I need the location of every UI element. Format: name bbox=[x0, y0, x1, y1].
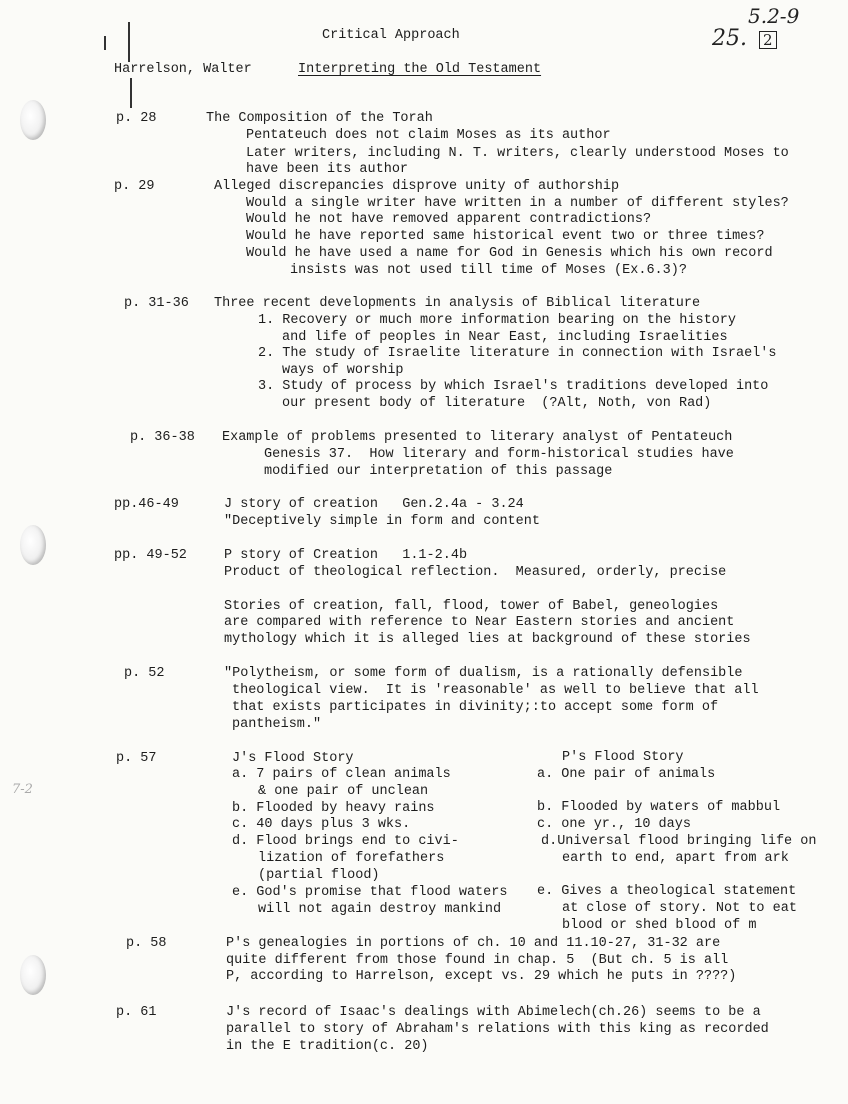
j-flood-line: & one pair of unclean bbox=[258, 784, 429, 799]
note-line: have been its author bbox=[246, 162, 409, 177]
note-line: P's genealogies in portions of ch. 10 and 11.10-27, 31-32 are bbox=[226, 936, 721, 951]
note-line: Stories of creation, fall, flood, tower of Babel, geneologies bbox=[224, 599, 719, 614]
note-line: in the E tradition(c. 20) bbox=[226, 1039, 429, 1054]
note-line: parallel to story of Abraham's relations with this king as recorded bbox=[226, 1022, 769, 1037]
note-line: 2. The study of Israelite literature in connection with Israel's bbox=[258, 346, 777, 361]
note-line: J's record of Isaac's dealings with Abimelech(ch.26) seems to be a bbox=[226, 1005, 761, 1020]
page-ref: p. 28 bbox=[116, 111, 157, 126]
p-flood-line: e. Gives a theological statement bbox=[537, 884, 797, 899]
note-line: theological view. It is 'reasonable' as well to believe that all bbox=[232, 683, 759, 698]
pencil-mark bbox=[130, 78, 132, 108]
j-flood-line: c. 40 days plus 3 wks. bbox=[232, 817, 411, 832]
note-line: ways of worship bbox=[282, 363, 404, 378]
p-flood-line: d.Universal flood bringing life on bbox=[541, 834, 817, 849]
page-ref: p. 29 bbox=[114, 179, 155, 194]
handwritten-boxed-number: 2 bbox=[759, 31, 777, 49]
note-line: that exists participates in divinity;:to accept some form of bbox=[232, 700, 719, 715]
page-ref: pp.46-49 bbox=[114, 497, 179, 512]
note-line: Would he not have removed apparent contradictions? bbox=[246, 212, 652, 227]
note-line: insists was not used till time of Moses (Ex.6.3)? bbox=[290, 263, 687, 278]
note-line: Would he have reported same historical event two or three times? bbox=[246, 229, 765, 244]
p-flood-heading: P's Flood Story bbox=[562, 750, 684, 765]
page-title: Critical Approach bbox=[322, 28, 460, 43]
p-flood-line: b. Flooded by waters of mabbul bbox=[537, 800, 781, 815]
page-ref: pp. 49-52 bbox=[114, 548, 187, 563]
page-ref: p. 61 bbox=[116, 1005, 157, 1020]
note-line: are compared with reference to Near Eastern stories and ancient bbox=[224, 615, 735, 630]
note-line: quite different from those found in chap. 5 (But ch. 5 is all bbox=[226, 953, 729, 968]
note-line: P story of Creation 1.1-2.4b bbox=[224, 548, 468, 563]
binder-hole-bottom bbox=[20, 955, 46, 995]
note-line: "Deceptively simple in form and content bbox=[224, 514, 540, 529]
pencil-mark bbox=[104, 36, 106, 50]
note-line: Later writers, including N. T. writers, clearly understood Moses to bbox=[246, 146, 789, 161]
note-line: Alleged discrepancies disprove unity of authorship bbox=[214, 179, 620, 194]
binder-hole-top bbox=[20, 100, 46, 140]
p-flood-line: c. one yr., 10 days bbox=[537, 817, 691, 832]
j-flood-line: b. Flooded by heavy rains bbox=[232, 801, 435, 816]
page-ref: p. 52 bbox=[124, 666, 165, 681]
p-flood-line: a. One pair of animals bbox=[537, 767, 716, 782]
note-line: Three recent developments in analysis of Biblical literature bbox=[214, 296, 701, 311]
pencil-mark bbox=[128, 22, 130, 62]
note-line: and life of peoples in Near East, including Israelities bbox=[282, 330, 728, 345]
note-line: Would he have used a name for God in Genesis which his own record bbox=[246, 246, 773, 261]
note-line: Genesis 37. How literary and form-historical studies have bbox=[264, 447, 734, 462]
note-line: The Composition of the Torah bbox=[206, 111, 433, 126]
j-flood-line: (partial flood) bbox=[258, 868, 380, 883]
note-line: 3. Study of process by which Israel's traditions developed into bbox=[258, 379, 769, 394]
note-line: Example of problems presented to literary analyst of Pentateuch bbox=[222, 430, 733, 445]
note-line: 1. Recovery or much more information bearing on the history bbox=[258, 313, 736, 328]
note-line: P, according to Harrelson, except vs. 29 which he puts in ????) bbox=[226, 969, 737, 984]
note-line: "Polytheism, or some form of dualism, is a rationally defensible bbox=[224, 666, 743, 681]
j-flood-line: d. Flood brings end to civi- bbox=[232, 834, 459, 849]
j-flood-line: lization of forefathers bbox=[258, 851, 445, 866]
j-flood-heading: J's Flood Story bbox=[232, 751, 354, 766]
j-flood-line: e. God's promise that flood waters bbox=[232, 885, 508, 900]
note-line: Pentateuch does not claim Moses as its author bbox=[246, 128, 611, 143]
note-line: pantheism." bbox=[232, 717, 322, 732]
margin-note: 7-2 bbox=[12, 782, 33, 797]
note-line: Product of theological reflection. Measured, orderly, precise bbox=[224, 565, 727, 580]
author-name: Harrelson, Walter bbox=[114, 62, 252, 77]
p-flood-line: at close of story. Not to eat bbox=[562, 901, 797, 916]
note-line: our present body of literature (?Alt, Noth, von Rad) bbox=[282, 396, 712, 411]
page-ref: p. 58 bbox=[126, 936, 167, 951]
handwritten-number: 25. bbox=[712, 26, 747, 51]
book-title: Interpreting the Old Testament bbox=[298, 62, 542, 77]
page-ref: p. 36-38 bbox=[130, 430, 195, 445]
p-flood-line: earth to end, apart from ark bbox=[562, 851, 789, 866]
note-line: J story of creation Gen.2.4a - 3.24 bbox=[224, 497, 524, 512]
handwritten-reference: 5.2-9 bbox=[748, 4, 800, 28]
note-line: mythology which it is alleged lies at background of these stories bbox=[224, 632, 751, 647]
j-flood-line: a. 7 pairs of clean animals bbox=[232, 767, 451, 782]
page-ref: p. 31-36 bbox=[124, 296, 189, 311]
p-flood-line: blood or shed blood of m bbox=[562, 918, 757, 933]
j-flood-line: will not again destroy mankind bbox=[258, 902, 502, 917]
note-line: modified our interpretation of this passage bbox=[264, 464, 613, 479]
note-line: Would a single writer have written in a number of different styles? bbox=[246, 196, 789, 211]
page-ref: p. 57 bbox=[116, 751, 157, 766]
binder-hole-middle bbox=[20, 525, 46, 565]
